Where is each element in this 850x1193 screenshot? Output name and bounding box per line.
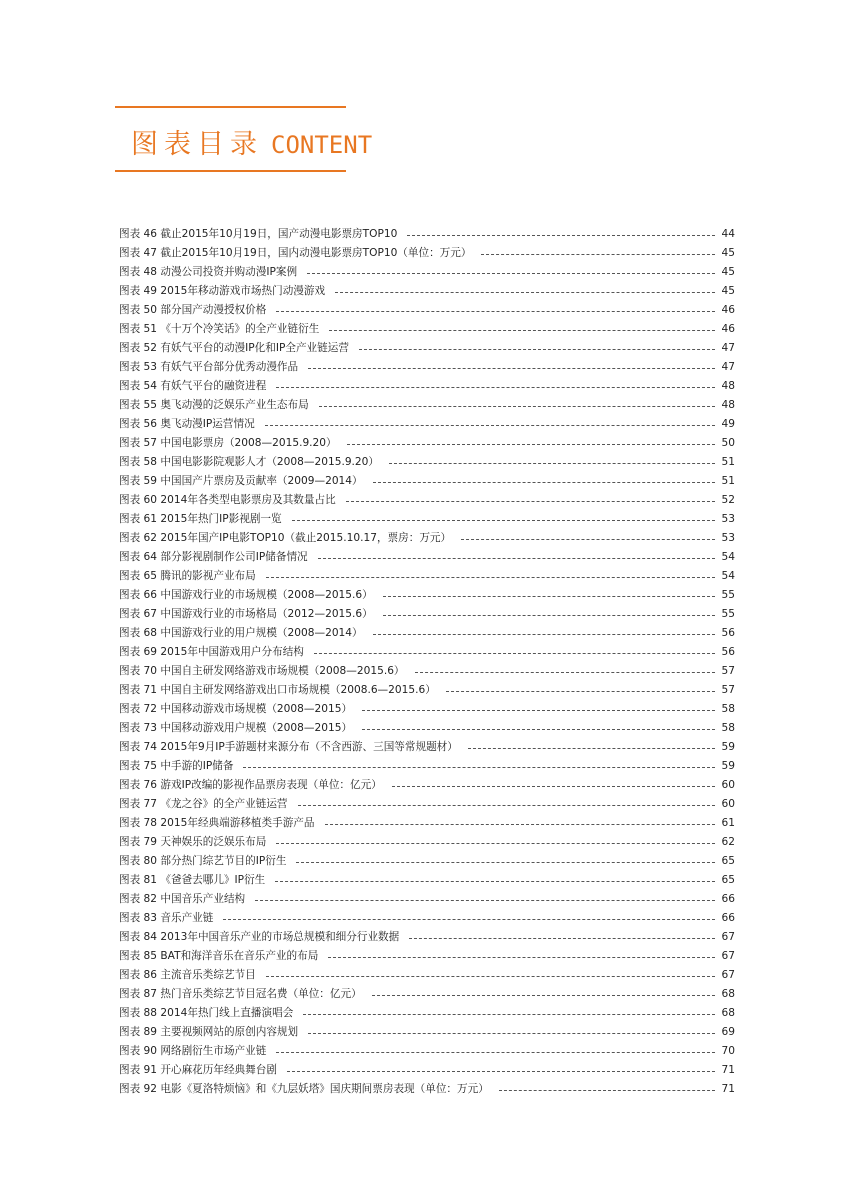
toc-entry[interactable]: [119, 700, 735, 719]
toc-entry[interactable]: [119, 624, 735, 643]
toc-entry-label: 图表 67 中国游戏行业的市场格局（2012—2015.6）: [119, 608, 373, 620]
dot-leader: [346, 501, 715, 502]
toc-entry-page: 56: [721, 646, 735, 658]
dot-leader: [392, 786, 715, 787]
toc-entry-label: 图表 71 中国自主研发网络游戏出口市场规模（2008.6—2015.6）: [119, 684, 436, 696]
toc-entry-label: 图表 87 热门音乐类综艺节目冠名费（单位：亿元）: [119, 988, 362, 1000]
toc-entry[interactable]: [119, 339, 735, 358]
dot-leader: [499, 1090, 715, 1091]
toc-entry-page: 52: [721, 494, 735, 506]
page-title: [131, 122, 372, 162]
toc-entry-label: 图表 92 电影《夏洛特烦恼》和《九层妖塔》国庆期间票房表现（单位：万元）: [119, 1083, 489, 1095]
toc-entry-label: 图表 73 中国移动游戏用户规模（2008—2015）: [119, 722, 353, 734]
toc-entry-page: 58: [721, 722, 735, 734]
dot-leader: [372, 995, 715, 996]
toc-entry[interactable]: [119, 1080, 735, 1099]
dot-leader: [325, 824, 716, 825]
toc-entry-label: 图表 58 中国电影影院观影人才（2008—2015.9.20）: [119, 456, 379, 468]
toc-entry-page: 71: [721, 1083, 735, 1095]
toc-entry[interactable]: [119, 472, 735, 491]
toc-entry-page: 48: [721, 399, 735, 411]
toc-entry-label: 图表 51 《十万个冷笑话》的全产业链衍生: [119, 323, 320, 335]
toc-entry-page: 55: [721, 608, 735, 620]
toc-entry-label: 图表 70 中国自主研发网络游戏市场规模（2008—2015.6）: [119, 665, 405, 677]
toc-entry-label: 图表 81 《爸爸去哪儿》IP衍生: [119, 874, 266, 886]
toc-entry[interactable]: [119, 833, 735, 852]
toc-entry[interactable]: [119, 890, 735, 909]
toc-entry[interactable]: [119, 643, 735, 662]
toc-entry[interactable]: [119, 377, 735, 396]
dot-leader: [266, 976, 715, 977]
toc-entry[interactable]: [119, 909, 735, 928]
toc-entry[interactable]: [119, 491, 735, 510]
dot-leader: [335, 292, 715, 293]
page-title-en: CONTENT: [271, 131, 373, 159]
dot-leader: [328, 957, 715, 958]
toc-entry[interactable]: [119, 225, 735, 244]
toc-entry-label: 图表 56 奥飞动漫IP运营情况: [119, 418, 255, 430]
toc-entry-page: 53: [721, 513, 735, 525]
toc-entry-page: 67: [721, 931, 735, 943]
toc-entry[interactable]: [119, 966, 735, 985]
toc-entry-page: 51: [721, 475, 735, 487]
toc-entry-label: 图表 82 中国音乐产业结构: [119, 893, 246, 905]
dot-leader: [287, 1071, 715, 1072]
toc-entry-label: 图表 86 主流音乐类综艺节目: [119, 969, 256, 981]
toc-entry-page: 58: [721, 703, 735, 715]
dot-leader: [329, 330, 715, 331]
toc-entry-page: 54: [721, 551, 735, 563]
dot-leader: [308, 1033, 715, 1034]
toc-entry-label: 图表 69 2015年中国游戏用户分布结构: [119, 646, 304, 658]
dot-leader: [276, 387, 715, 388]
toc-entry-page: 68: [721, 988, 735, 1000]
toc-entry[interactable]: [119, 415, 735, 434]
toc-entry-page: 51: [721, 456, 735, 468]
dot-leader: [319, 406, 715, 407]
toc-entry-label: 图表 54 有妖气平台的融资进程: [119, 380, 267, 392]
toc-entry[interactable]: [119, 1004, 735, 1023]
toc-entry-page: 47: [721, 361, 735, 373]
toc-entry-page: 57: [721, 665, 735, 677]
toc-entry-label: 图表 79 天神娱乐的泛娱乐布局: [119, 836, 267, 848]
dot-leader: [308, 368, 715, 369]
toc-entry-label: 图表 75 中手游的IP储备: [119, 760, 234, 772]
dot-leader: [276, 311, 715, 312]
dot-leader: [255, 900, 715, 901]
toc-entry[interactable]: [119, 282, 735, 301]
dot-leader: [409, 938, 715, 939]
toc-entry-page: 56: [721, 627, 735, 639]
dot-leader: [265, 425, 715, 426]
toc-entry[interactable]: [119, 776, 735, 795]
toc-entry[interactable]: [119, 510, 735, 529]
toc-entry-page: 50: [721, 437, 735, 449]
toc-entry[interactable]: [119, 244, 735, 263]
dot-leader: [276, 843, 715, 844]
toc-entry[interactable]: [119, 567, 735, 586]
toc-entry[interactable]: [119, 814, 735, 833]
page-title-cn: 图表目录: [131, 129, 263, 160]
dot-leader: [362, 710, 715, 711]
toc-entry-page: 60: [721, 798, 735, 810]
toc-entry-label: 图表 48 动漫公司投资并购动漫IP案例: [119, 266, 298, 278]
dot-leader: [362, 729, 715, 730]
toc-entry-page: 48: [721, 380, 735, 392]
toc-entry-page: 71: [721, 1064, 735, 1076]
toc-entry[interactable]: [119, 985, 735, 1004]
dot-leader: [292, 520, 715, 521]
toc-entry-page: 66: [721, 893, 735, 905]
toc-entry-page: 49: [721, 418, 735, 430]
dot-leader: [314, 653, 715, 654]
toc-entry-page: 68: [721, 1007, 735, 1019]
dot-leader: [415, 672, 715, 673]
toc-entry[interactable]: [119, 738, 735, 757]
toc-entry[interactable]: [119, 586, 735, 605]
toc-entry-page: 62: [721, 836, 735, 848]
toc-entry-label: 图表 77 《龙之谷》的全产业链运营: [119, 798, 288, 810]
toc-entry[interactable]: [119, 928, 735, 947]
toc-entry-page: 46: [721, 323, 735, 335]
toc-entry[interactable]: [119, 320, 735, 339]
dot-leader: [481, 254, 715, 255]
toc-entry[interactable]: [119, 1061, 735, 1080]
toc-entry-page: 61: [721, 817, 735, 829]
dot-leader: [307, 273, 715, 274]
dot-leader: [243, 767, 715, 768]
dot-leader: [318, 558, 715, 559]
toc-entry-page: 59: [721, 741, 735, 753]
toc-entry-label: 图表 84 2013年中国音乐产业的市场总规模和细分行业数据: [119, 931, 400, 943]
toc-entry-label: 图表 46 截止2015年10月19日，国产动漫电影票房TOP10: [119, 228, 398, 240]
toc-entry[interactable]: [119, 719, 735, 738]
dot-leader: [461, 539, 715, 540]
toc-entry-label: 图表 76 游戏IP改编的影视作品票房表现（单位：亿元）: [119, 779, 382, 791]
dot-leader: [373, 634, 715, 635]
toc-entry-label: 图表 47 截止2015年10月19日，国内动漫电影票房TOP10（单位：万元）: [119, 247, 472, 259]
toc-entry-label: 图表 88 2014年热门线上直播演唱会: [119, 1007, 294, 1019]
dot-leader: [223, 919, 715, 920]
toc-entry-label: 图表 80 部分热门综艺节目的IP衍生: [119, 855, 287, 867]
dot-leader: [275, 881, 715, 882]
toc-entry-page: 45: [721, 285, 735, 297]
toc-entry-page: 53: [721, 532, 735, 544]
toc-entry[interactable]: [119, 434, 735, 453]
header-rule-top: [115, 106, 346, 108]
toc-entry[interactable]: [119, 548, 735, 567]
dot-leader: [266, 577, 715, 578]
toc-entry-label: 图表 49 2015年移动游戏市场热门动漫游戏: [119, 285, 326, 297]
toc-entry-label: 图表 66 中国游戏行业的市场规模（2008—2015.6）: [119, 589, 373, 601]
toc-entry-label: 图表 52 有妖气平台的动漫IP化和IP全产业链运营: [119, 342, 349, 354]
dot-leader: [296, 862, 715, 863]
toc-entry-label: 图表 61 2015年热门IP影视剧一览: [119, 513, 282, 525]
toc-entry-page: 66: [721, 912, 735, 924]
toc-entry-page: 67: [721, 969, 735, 981]
toc-entry-label: 图表 50 部分国产动漫授权价格: [119, 304, 267, 316]
dot-leader: [389, 463, 715, 464]
toc-entry-label: 图表 64 部分影视剧制作公司IP储备情况: [119, 551, 308, 563]
toc-entry-label: 图表 78 2015年经典端游移植类手游产品: [119, 817, 315, 829]
toc-entry-label: 图表 89 主要视频网站的原创内容规划: [119, 1026, 299, 1038]
dot-leader: [276, 1052, 715, 1053]
toc-entry-page: 60: [721, 779, 735, 791]
toc-entry-page: 46: [721, 304, 735, 316]
toc-entry-label: 图表 83 音乐产业链: [119, 912, 214, 924]
toc-entry-label: 图表 85 BAT和海洋音乐在音乐产业的布局: [119, 950, 319, 962]
toc-entry[interactable]: [119, 757, 735, 776]
toc-entry[interactable]: [119, 605, 735, 624]
toc-entry-page: 54: [721, 570, 735, 582]
toc-entry[interactable]: [119, 795, 735, 814]
toc-entry-label: 图表 68 中国游戏行业的用户规模（2008—2014）: [119, 627, 363, 639]
dot-leader: [383, 615, 715, 616]
toc-entry-label: 图表 65 腾讯的影视产业布局: [119, 570, 256, 582]
toc-entry[interactable]: [119, 529, 735, 548]
toc-entry-page: 69: [721, 1026, 735, 1038]
toc-entry[interactable]: [119, 1042, 735, 1061]
toc-entry[interactable]: [119, 301, 735, 320]
table-of-contents: [119, 225, 735, 1099]
toc-entry[interactable]: [119, 396, 735, 415]
toc-entry-label: 图表 74 2015年9月IP手游题材来源分布（不含西游、三国等常规题材）: [119, 741, 458, 753]
toc-entry-label: 图表 72 中国移动游戏市场规模（2008—2015）: [119, 703, 353, 715]
toc-entry[interactable]: [119, 947, 735, 966]
toc-entry-label: 图表 57 中国电影票房（2008—2015.9.20）: [119, 437, 337, 449]
toc-entry-page: 44: [721, 228, 735, 240]
toc-entry-page: 65: [721, 874, 735, 886]
toc-entry-label: 图表 90 网络剧衍生市场产业链: [119, 1045, 267, 1057]
toc-entry-page: 65: [721, 855, 735, 867]
toc-entry[interactable]: [119, 453, 735, 472]
toc-entry-page: 67: [721, 950, 735, 962]
dot-leader: [383, 596, 715, 597]
toc-entry-page: 59: [721, 760, 735, 772]
toc-entry-label: 图表 91 开心麻花历年经典舞台剧: [119, 1064, 277, 1076]
dot-leader: [373, 482, 715, 483]
dot-leader: [303, 1014, 715, 1015]
toc-entry[interactable]: [119, 852, 735, 871]
toc-entry[interactable]: [119, 1023, 735, 1042]
dot-leader: [359, 349, 715, 350]
toc-entry[interactable]: [119, 358, 735, 377]
toc-entry-label: 图表 53 有妖气平台部分优秀动漫作品: [119, 361, 299, 373]
toc-entry-page: 55: [721, 589, 735, 601]
toc-entry-page: 45: [721, 247, 735, 259]
toc-entry-label: 图表 59 中国国产片票房及贡献率（2009—2014）: [119, 475, 363, 487]
toc-entry-page: 57: [721, 684, 735, 696]
header-rule-bottom: [115, 170, 346, 172]
toc-entry-label: 图表 62 2015年国产IP电影TOP10（截止2015.10.17，票房：万元）: [119, 532, 452, 544]
toc-entry[interactable]: [119, 263, 735, 282]
dot-leader: [298, 805, 715, 806]
toc-entry-label: 图表 55 奥飞动漫的泛娱乐产业生态布局: [119, 399, 309, 411]
dot-leader: [446, 691, 715, 692]
toc-entry-page: 45: [721, 266, 735, 278]
dot-leader: [407, 235, 715, 236]
toc-entry-page: 70: [721, 1045, 735, 1057]
toc-entry[interactable]: [119, 662, 735, 681]
toc-entry-page: 47: [721, 342, 735, 354]
toc-entry-label: 图表 60 2014年各类型电影票房及其数量占比: [119, 494, 336, 506]
toc-entry[interactable]: [119, 871, 735, 890]
toc-entry[interactable]: [119, 681, 735, 700]
dot-leader: [468, 748, 715, 749]
dot-leader: [347, 444, 715, 445]
